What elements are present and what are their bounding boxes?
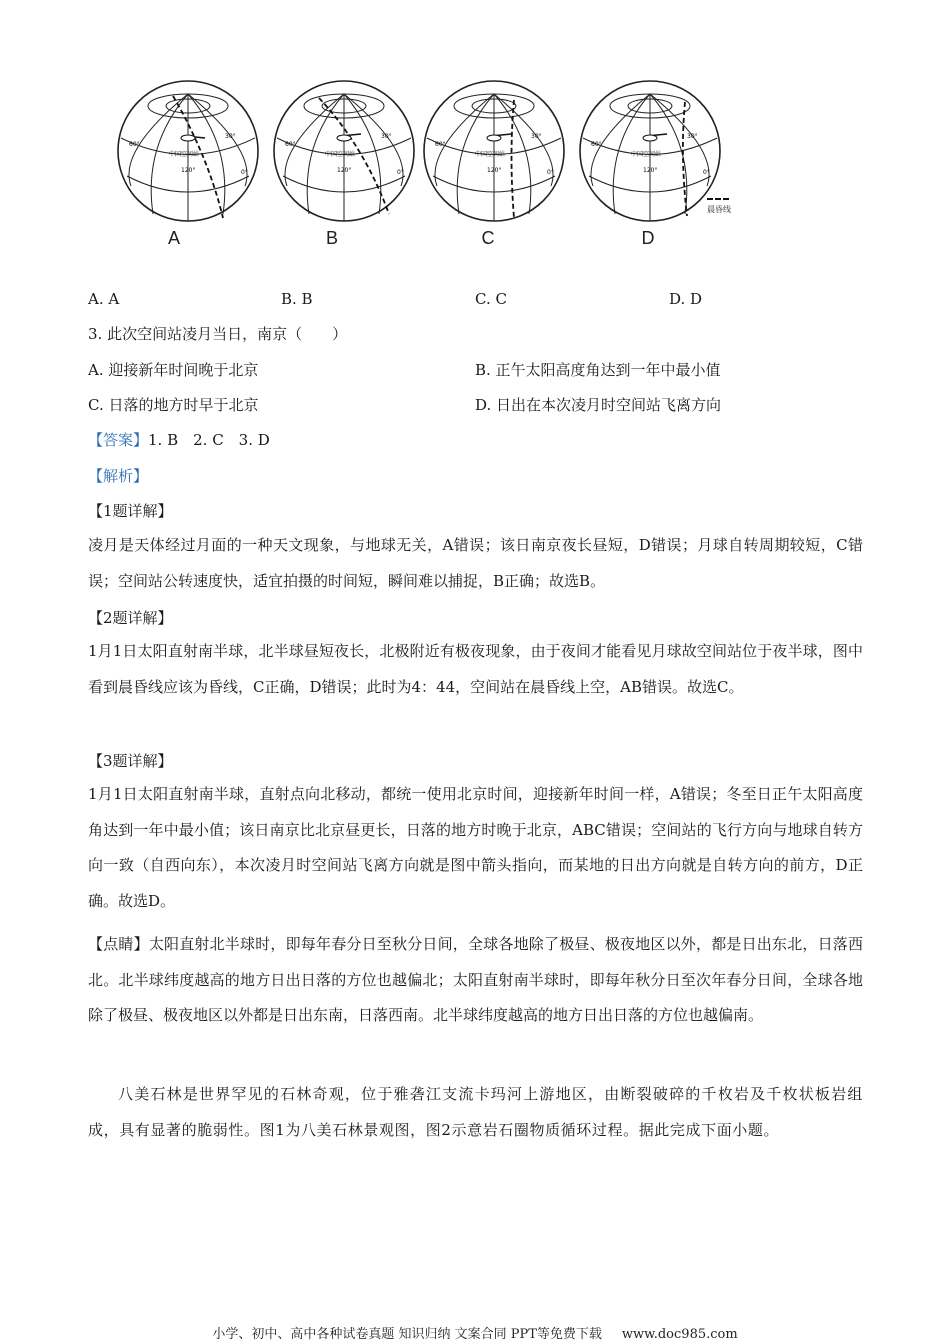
lon-label: 120° xyxy=(337,167,352,174)
lon-label: 120° xyxy=(487,167,502,174)
mid-lat-label: 0° xyxy=(397,169,404,176)
globe-a xyxy=(113,76,263,226)
lat-left-label: 60° xyxy=(591,141,602,148)
q2-detail-text: 1月1日太阳直射南半球，北半球昼短夜长，北极附近有极夜现象，由于夜间才能看见月球故空间站位于夜半球，图中看到晨昏线应该为昏线，C正确，D错误；此时为4：44，空间站在晨昏线上空，AB错误。故选C。 xyxy=(88,642,863,696)
globe-d xyxy=(575,76,725,226)
q1-detail-text: 凌月是天体经过月面的一种天文现象，与地球无关，A错误；该日南京夜长昼短，D错误；月球自转周期较短，C错误；空间站公转速度快，适宜拍摄的时间短，瞬间难以捕捉，B正确；故选B。 xyxy=(88,536,863,590)
lat-right-label: 30° xyxy=(225,133,236,140)
globe-d-label: D xyxy=(641,228,655,248)
q3-option-d: D. 日出在本次凌月时空间站飞离方向 xyxy=(475,396,722,414)
lon-label: 120° xyxy=(181,167,196,174)
tips-tag: 【点睛】 xyxy=(88,935,149,953)
dashed-line-legend-icon xyxy=(707,198,729,200)
q3-detail-title: 【3题详解】 xyxy=(88,752,173,770)
intro-paragraph: 八美石林是世界罕见的石林奇观，位于雅砻江支流卡玛河上游地区，由断裂破碎的千枚岩及千枚状板岩组成，具有显著的脆弱性。图1为八美石林景观图，图2示意岩石圈物质循环过程。据此完成下面小题。 xyxy=(88,1085,863,1139)
q3-stem: 3. 此次空间站凌月当日，南京（ ） xyxy=(88,325,348,343)
q1-detail-title: 【1题详解】 xyxy=(88,502,173,520)
q2-option-b: B. B xyxy=(281,290,313,308)
station-label: 中国空间站 xyxy=(325,151,356,158)
mid-lat-label: 0° xyxy=(241,169,248,176)
globe-b xyxy=(269,76,419,226)
q3-option-b: B. 正午太阳高度角达到一年中最小值 xyxy=(475,361,721,379)
page-footer xyxy=(0,1323,950,1342)
tips-paragraph xyxy=(88,927,863,1034)
tips-text: 太阳直射北半球时，即每年春分日至秋分日间，全球各地除了极昼、极夜地区以外，都是日出东北，日落西北。北半球纬度越高的地方日出日落的方位也越偏北；太阳直射南半球时，即每年秋分日至次年春分日间，全球各地除了极昼、极夜地区以外都是日出东南，日落西南。北半球纬度越高的地方日出日落的方位也越偏南。 xyxy=(88,935,863,1024)
lon-label: 120° xyxy=(643,167,658,174)
globe-c xyxy=(419,76,569,226)
lat-right-label: 30° xyxy=(531,133,542,140)
lat-right-label: 30° xyxy=(687,133,698,140)
analysis-tag: 【解析】 xyxy=(88,467,149,485)
q3-option-a: A. 迎接新年时间晚于北京 xyxy=(88,361,259,379)
footer-link[interactable]: www.doc985.com xyxy=(621,1327,738,1342)
legend-text: 晨昏线 xyxy=(707,205,731,214)
figure-legend xyxy=(707,198,767,215)
lat-left-label: 60° xyxy=(435,141,446,148)
q3-detail-text: 1月1日太阳直射南半球，直射点向北移动，都统一使用北京时间，迎接新年时间一样，A错误；冬至日正午太阳高度角达到一年中最小值；该日南京比北京昼更长，日落的地方时晚于北京，ABC错误；空间站的飞行方向与地球自转方向一致（自西向东），本次凌月时空间站飞离方向就是图中箭头指向，而某地的日出方向就是自转方向的前方，D正确。故选D。 xyxy=(88,785,863,910)
answer-text: 1. B 2. C 3. D xyxy=(148,431,270,449)
mid-lat-label: 0° xyxy=(547,169,554,176)
answer-line xyxy=(88,430,270,450)
lat-left-label: 60° xyxy=(285,141,296,148)
footer-text: 小学、初中、高中各种试卷真题 知识归纳 文案合同 PPT等免费下载 xyxy=(212,1327,602,1342)
globe-b-label: B xyxy=(325,228,338,248)
q2-option-a: A. A xyxy=(88,290,120,308)
station-label: 中国空间站 xyxy=(631,151,662,158)
q2-detail-title: 【2题详解】 xyxy=(88,609,173,627)
globe-a-label: A xyxy=(167,228,180,248)
globe-c-label: C xyxy=(481,228,495,248)
station-label: 中国空间站 xyxy=(169,151,200,158)
lat-right-label: 30° xyxy=(381,133,392,140)
station-label: 中国空间站 xyxy=(475,151,506,158)
q3-option-c: C. 日落的地方时早于北京 xyxy=(88,396,259,414)
mid-lat-label: 0° xyxy=(703,169,710,176)
lat-left-label: 60° xyxy=(129,141,140,148)
globe-figure xyxy=(105,76,760,256)
q2-option-d: D. D xyxy=(669,290,703,308)
q2-option-c: C. C xyxy=(475,290,507,308)
answer-tag: 【答案】 xyxy=(88,431,149,449)
